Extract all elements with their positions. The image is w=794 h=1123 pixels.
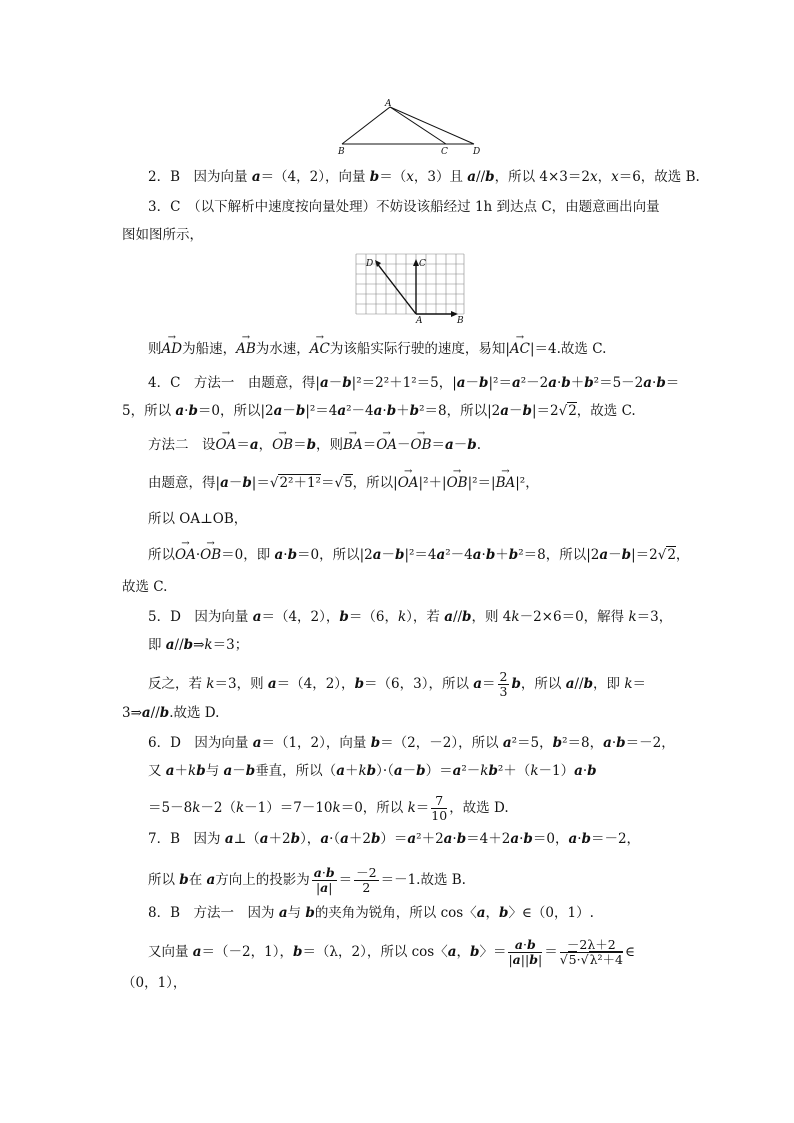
q4-method-2: 方法二 设→ OA＝a，→ OB＝b，则→ BA＝→ OA－→ OB＝a－b. — [148, 436, 481, 454]
q4-line-1: 4．C 方法一 由题意，得|a－b|²＝2²＋1²＝5，|a－b|²＝a²－2a·b＋b²＝5－2a·b＝ — [148, 375, 680, 391]
q4-line-6: 所以→ OA·→ OB＝0，即 a·b＝0，所以|2a－b|²＝4a²－4a·b＋b²＝8，所以|2a－b|＝2√2， — [148, 546, 689, 564]
q3-line-1: 3．C （以下解析中速度按向量处理）不妨设该船经过 1h 到达点 C，由题意画出向量 — [148, 199, 660, 215]
q8-line-2: 又向量 a＝（－2，1），b＝（λ，2），所以 cos〈a，b〉＝ $\frac{a\cdot b}{|a||b|}$ ＝ $\frac{-2\lambda+2}{\text{√5·√λ²＋4}}$ ∈ — [148, 937, 635, 967]
q3-line-2: 图如图所示， — [122, 227, 203, 243]
q7-line-1: 7．B 因为 a⊥（a＋2b），a·（a＋2b）＝a²＋2a·b＝4＋2a·b＝0，a·b＝－2， — [148, 831, 641, 847]
q4-line-4: 由题意，得|a－b|＝√2²＋1²＝√5，所以|→ OA|²＋|→ OB|²＝|→ BA|²， — [148, 474, 539, 492]
label-d: D — [473, 147, 481, 157]
q4-line-7: 故选 C. — [122, 579, 168, 595]
fraction-cos-formula: $\frac{a\cdot b}{|a||b|}$ — [508, 937, 543, 967]
q7-line-2: 所以 b在 a方向上的投影为 $\frac{a\cdot b}{|a|}$ ＝ $\frac{-2}{2}$ ＝－1.故选 B. — [148, 865, 466, 895]
q6-line-1: 6．D 因为向量 a＝（1，2），向量 b＝（2，－2），所以 a²＝5，b²＝8，a·b＝－2， — [148, 735, 675, 751]
fraction-neg2-over-2: $\frac{-2}{2}$ — [356, 865, 377, 895]
fraction-lambda: $\frac{-2\lambda+2}{\text{√5·√λ²＋4}}$ — [559, 937, 623, 967]
label-d: D — [366, 259, 374, 269]
triangle-figure — [334, 96, 484, 158]
q4-line-2: 5，所以 a·b＝0，所以|2a－b|²＝4a²－4a·b＋b²＝8，所以|2a－b|＝2√2，故选 C. — [122, 403, 636, 419]
q5-line-2: 即 a//b⇒k＝3； — [148, 637, 249, 653]
vector-grid-figure — [350, 250, 470, 326]
q2-line: 2．B 因为向量 a＝（4，2），向量 b＝（x，3）且 a//b，所以 4×3＝2x，x＝6，故选 B. — [148, 169, 700, 185]
q3-line-3: 则→ AD为船速，→ AB为水速，→ AC为该船实际行驶的速度，易知|→ AC|＝4.故选 C. — [148, 340, 606, 358]
q8-line-3: （0，1）， — [122, 975, 187, 991]
fraction-seven-tenths: $\frac{7}{10}$ — [431, 793, 448, 823]
q5-line-3: 反之，若 k＝3，则 a＝（4，2），b＝（6，3），所以 a＝ $\frac{2}{3}$ b，所以 a//b，即 k＝ — [148, 669, 646, 699]
q4-line-5: 所以 OA⊥OB， — [148, 511, 248, 527]
label-c: C — [419, 259, 426, 269]
q5-line-4: 3⇒a//b.故选 D. — [122, 705, 220, 721]
label-a: A — [416, 316, 423, 326]
fraction-two-thirds: $\frac{2}{3}$ — [499, 669, 508, 699]
label-a: A — [385, 99, 392, 109]
q8-line-1: 8．B 方法一 因为 a与 b的夹角为锐角，所以 cos〈a，b〉∈（0，1）. — [148, 905, 594, 921]
label-b: B — [457, 316, 464, 326]
label-c: C — [441, 147, 448, 157]
label-b: B — [338, 147, 345, 157]
fraction-ab-over-norm-a: $\frac{a\cdot b}{|a|}$ — [313, 865, 335, 895]
segment-ac — [390, 107, 446, 144]
q6-line-2: 又 a＋kb与 a－b垂直，所以（a＋kb）·（a－b）＝a²－kb²＋（k－1）a·b — [148, 763, 597, 779]
q5-line-1: 5．D 因为向量 a＝（4，2），b＝（6，k），若 a//b，则 4k－2×6＝0，解得 k＝3， — [148, 609, 673, 625]
segment-ad — [390, 107, 474, 144]
segment-ab — [342, 107, 390, 144]
q6-line-3: ＝5－8k－2（k－1）＝7－10k＝0，所以 k＝ $\frac{7}{10}$ ，故选 D. — [148, 793, 509, 823]
